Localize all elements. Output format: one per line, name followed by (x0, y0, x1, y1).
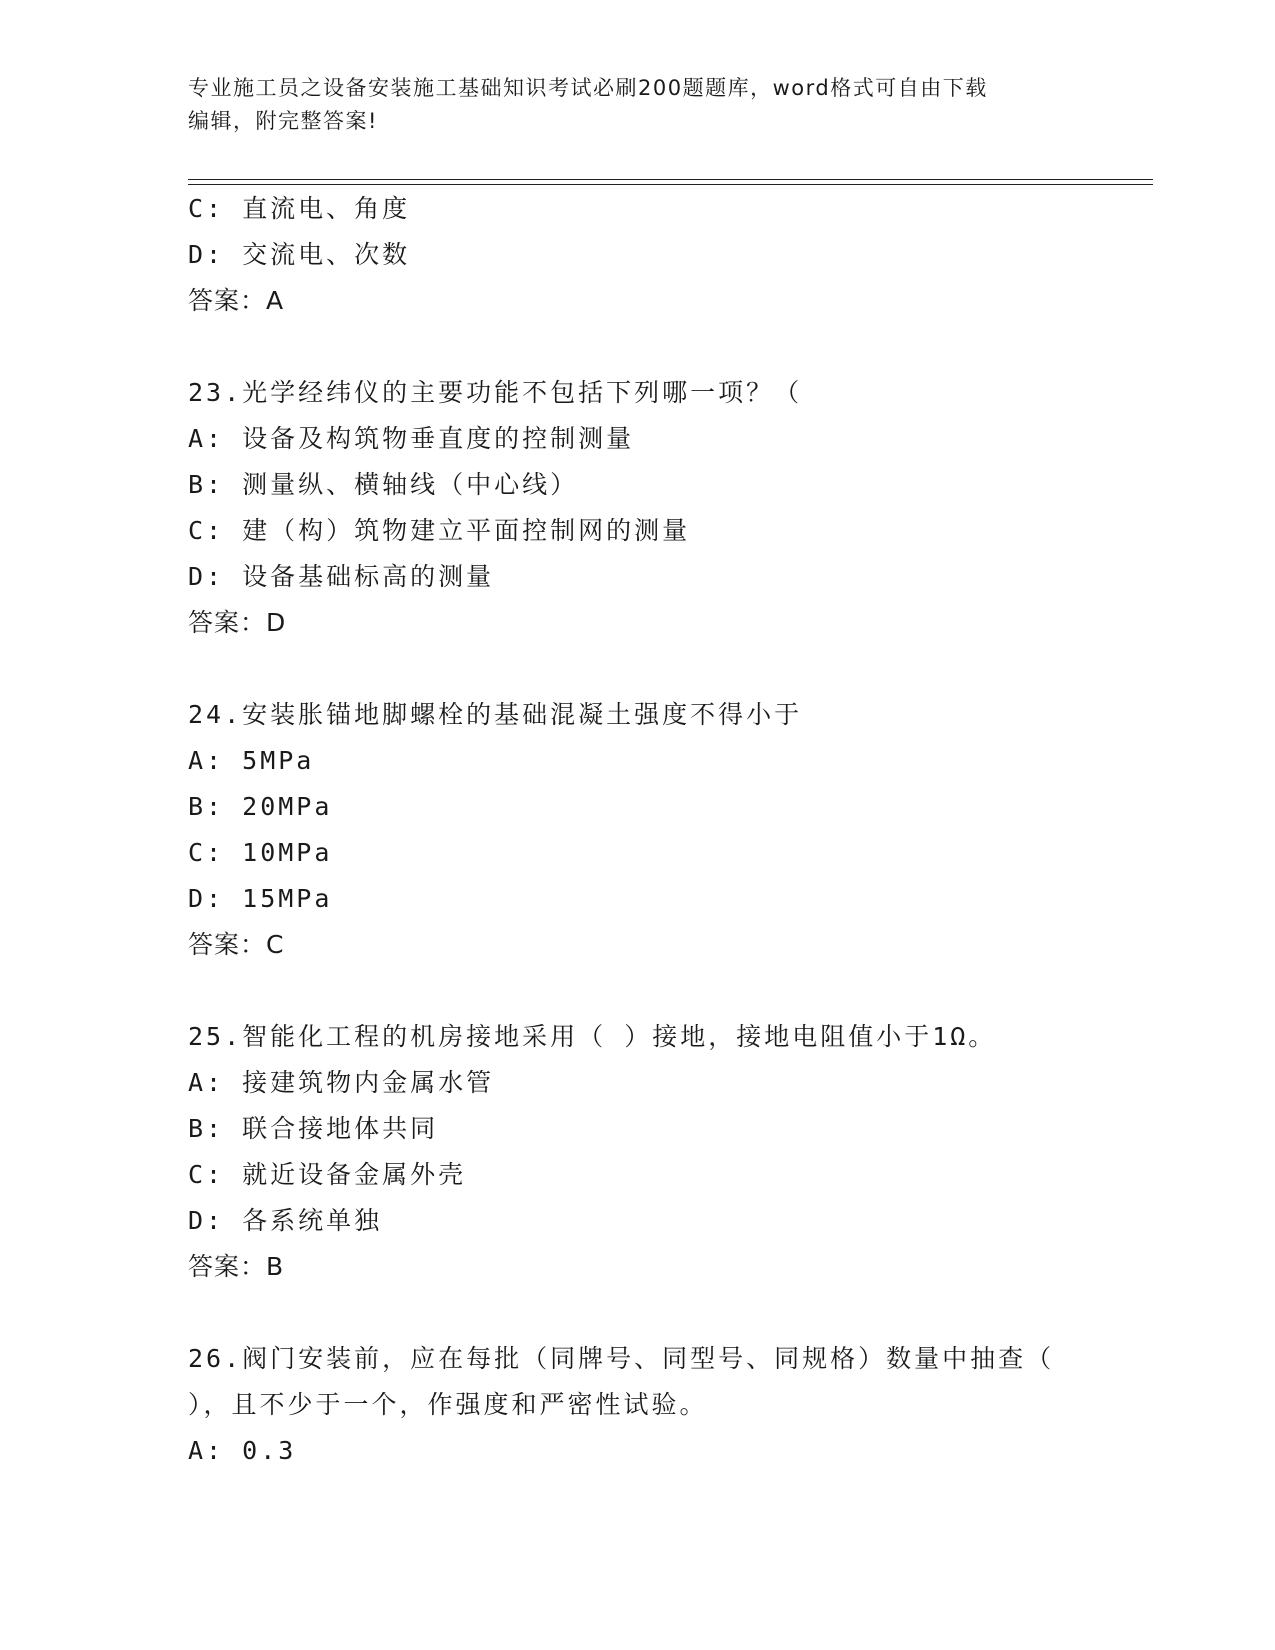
q25-option-b: B: 联合接地体共同 (188, 1114, 439, 1143)
question-22-block (188, 186, 1088, 324)
q24-option-d: D: 15MPa (188, 884, 333, 913)
spacer (188, 324, 1088, 370)
question-23-block (188, 370, 1088, 646)
spacer (188, 1290, 1088, 1336)
q23-option-d: D: 设备基础标高的测量 (188, 562, 495, 591)
spacer (188, 968, 1088, 1014)
header-title-line2: 编辑，附完整答案! (188, 109, 378, 133)
header-divider-bottom (188, 184, 1153, 185)
q24-option-c: C: 10MPa (188, 838, 333, 867)
question-24-block (188, 692, 1088, 968)
q24-answer: 答案：C (188, 930, 285, 959)
q26-option-a: A: 0.3 (188, 1436, 297, 1465)
q26-question-line1: 26.阀门安装前，应在每批（同牌号、同型号、同规格）数量中抽查（ (188, 1344, 1055, 1373)
q25-option-a: A: 接建筑物内金属水管 (188, 1068, 495, 1097)
q25-question: 25.智能化工程的机房接地采用（ ）接地，接地电阻值小于1Ω。 (188, 1022, 997, 1051)
q22-answer: 答案：A (188, 286, 285, 315)
q23-option-b: B: 测量纵、横轴线（中心线） (188, 470, 579, 499)
question-list (188, 186, 1088, 1474)
q24-question: 24.安装胀锚地脚螺栓的基础混凝土强度不得小于 (188, 700, 803, 729)
question-26-block (188, 1336, 1088, 1474)
q25-answer: 答案：B (188, 1252, 285, 1281)
q26-question-line2: ），且不少于一个，作强度和严密性试验。 (188, 1390, 708, 1419)
q23-answer: 答案：D (188, 608, 287, 637)
q23-question: 23.光学经纬仪的主要功能不包括下列哪一项？（ (188, 378, 803, 407)
spacer (188, 646, 1088, 692)
document-header (188, 72, 1088, 138)
header-title-line1: 专业施工员之设备安装施工基础知识考试必刷200题题库，word格式可自由下载 (188, 76, 988, 100)
q25-option-d: D: 各系统单独 (188, 1206, 383, 1235)
q22-option-d: D: 交流电、次数 (188, 240, 411, 269)
header-divider-top (188, 179, 1153, 180)
q22-option-c: C: 直流电、角度 (188, 194, 411, 223)
q23-option-a: A: 设备及构筑物垂直度的控制测量 (188, 424, 635, 453)
q23-option-c: C: 建（构）筑物建立平面控制网的测量 (188, 516, 691, 545)
q25-option-c: C: 就近设备金属外壳 (188, 1160, 467, 1189)
q24-option-a: A: 5MPa (188, 746, 315, 775)
question-25-block (188, 1014, 1088, 1290)
q24-option-b: B: 20MPa (188, 792, 333, 821)
